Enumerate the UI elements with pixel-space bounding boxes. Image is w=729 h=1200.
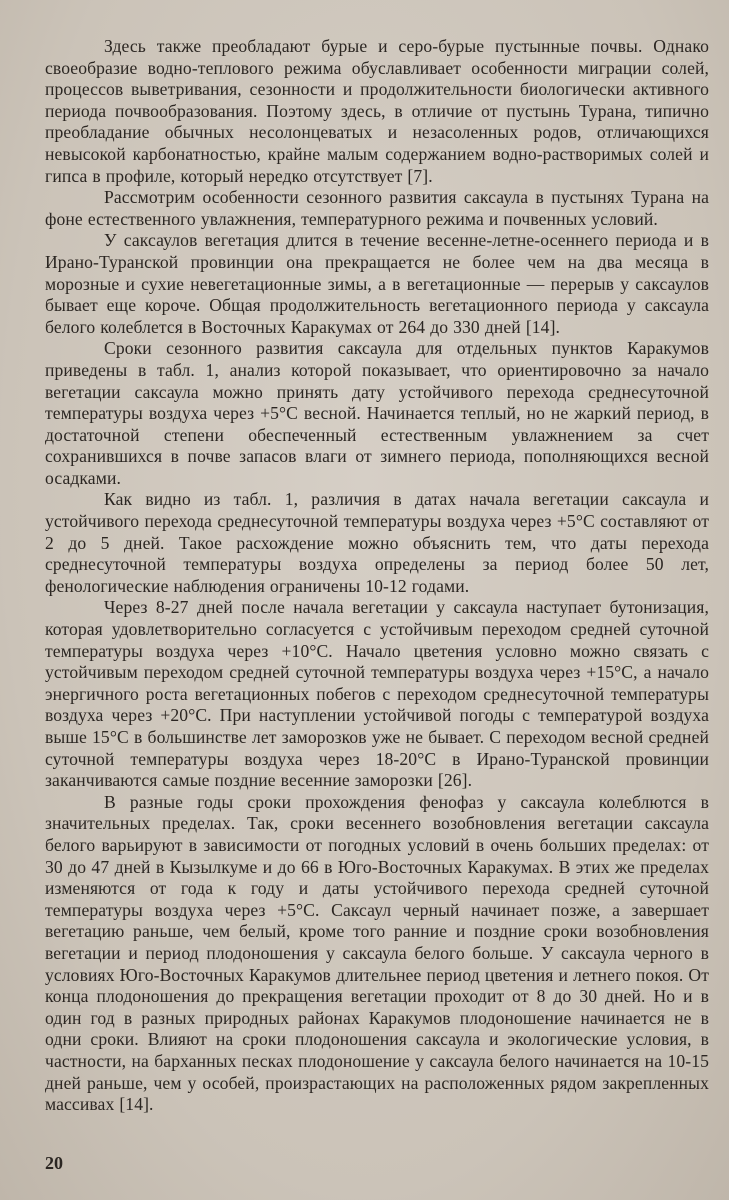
paragraph: Сроки сезонного развития саксаула для отдельных пунктов Каракумов приведены в табл. 1, анализ которой показывает, что ориентировочно за начало вегетации саксаула можно принять дату устойчивого перехода среднесуточной температуры воздуха через +5°С весной. Начинается теплый, но не жаркий период, в достаточной степени обеспеченный естественным увлажнением за счет сохранившихся в почве запасов влаги от зимнего периода, пополняющихся весной осадками. — [45, 338, 709, 488]
paragraph: Через 8-27 дней после начала вегетации у саксаула наступает бутонизация, которая удовлетворительно согласуется с устойчивым переходом средней суточной температуры воздуха через +10°С. Начало цветения условно можно связать с устойчивым переходом средней суточной температуры воздуха через +15°С, а начало энергичного роста вегетационных побегов с переходом среднесуточной температуры воздуха через +20°С. При наступлении устойчивой погоды с температурой воздуха выше 15°С в большинстве лет заморозков уже не бывает. С переходом весной средней суточной температуры воздуха через 18-20°С в Ирано-Туранской провинции заканчиваются самые поздние весенние заморозки [26]. — [45, 597, 709, 791]
page-number: 20 — [45, 1153, 63, 1173]
page-text — [45, 36, 709, 1116]
paragraph: У саксаулов вегетация длится в течение весенне-летне-осеннего периода и в Ирано-Туранской провинции она прекращается не более чем на два месяца в морозные и сухие невегетационные зимы, а в вегетационные — перерыв у саксаулов бывает еще короче. Общая продолжительность вегетационного периода у саксаула белого колеблется в Восточных Каракумах от 264 до 330 дней [14]. — [45, 230, 709, 337]
paragraph: Здесь также преобладают бурые и серо-бурые пустынные почвы. Однако своеобразие водно-теплового режима обуславливает особенности миграции солей, процессов выветривания, сезонности и продолжительности биологически активного периода почвообразования. Поэтому здесь, в отличие от пустынь Турана, типично преобладание обычных несолонцеватых и незасоленных родов, отличающихся невысокой карбонатностью, крайне малым содержанием водно-растворимых солей и гипса в профиле, который нередко отсутствует [7]. — [45, 36, 709, 186]
paragraph: Как видно из табл. 1, различия в датах начала вегетации саксаула и устойчивого перехода среднесуточной температуры воздуха через +5°С составляют от 2 до 5 дней. Такое расхождение можно объяснить тем, что даты перехода среднесуточной температуры воздуха определены за период более 50 лет, фенологические наблюдения ограничены 10-12 годами. — [45, 489, 709, 596]
paragraph: Рассмотрим особенности сезонного развития саксаула в пустынях Турана на фоне естественного увлажнения, температурного режима и почвенных условий. — [45, 187, 709, 229]
paragraph: В разные годы сроки прохождения фенофаз у саксаула колеблются в значительных пределах. Так, сроки весеннего возобновления вегетации саксаула белого варьируют в зависимости от погодных условий в очень больших пределах: от 30 до 47 дней в Кызылкуме и до 66 в Юго-Восточных Каракумах. В этих же пределах изменяются от года к году и даты устойчивого перехода средней суточной температуры воздуха через +5°С. Саксаул черный начинает позже, а завершает вегетацию раньше, чем белый, кроме того ранние и поздние сроки возобновления вегетации и период плодоношения у саксаула белого больше. У саксаула черного в условиях Юго-Восточных Каракумов длительнее период цветения и летнего покоя. От конца плодоношения до прекращения вегетации проходит от 8 до 30 дней. Но и в один год в разных природных районах Каракумов плодоношение начинается не в одни сроки. Влияют на сроки плодоношения саксаула и экологические условия, в частности, на барханных песках плодоношение у саксаула белого начинается на 10-15 дней раньше, чем у особей, произрастающих на расположенных рядом закрепленных массивах [14]. — [45, 791, 709, 1115]
